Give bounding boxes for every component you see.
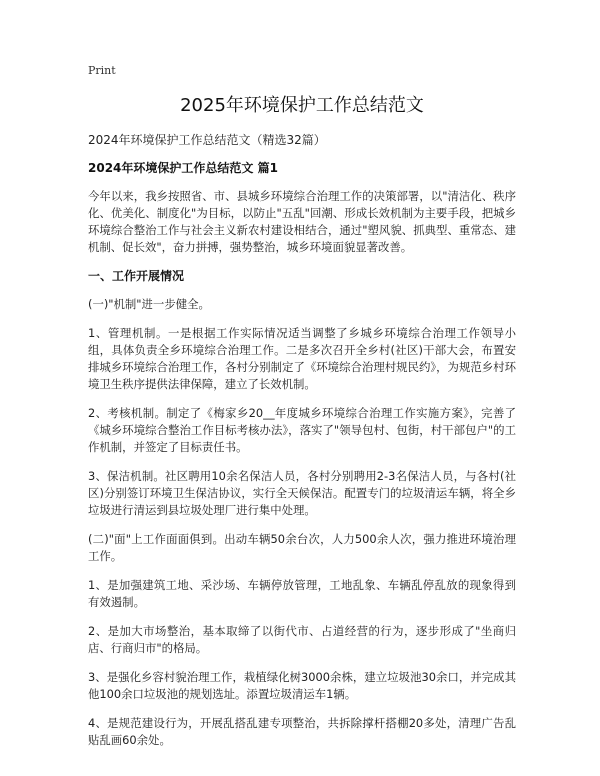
list-item: 4、是规范建设行为，开展乱搭乱建专项整治，共拆除撑杆搭棚20多处，清理广告乱贴乱画60余处。 bbox=[88, 716, 516, 747]
print-link[interactable]: Print bbox=[88, 64, 116, 77]
list-item: 2、是加大市场整治，基本取缔了以街代市、占道经营的行为，逐步形成了"坐商归店、行商归市"的格局。 bbox=[88, 624, 516, 655]
page-title: 2025年环境保护工作总结范文 bbox=[180, 95, 424, 116]
heading-work-situation: 一、工作开展情况 bbox=[88, 269, 185, 283]
list-item: 2、考核机制。制定了《梅家乡20__年度城乡环境综合治理工作实施方案》，完善了《城乡环境综合整治工作目标考核办法》，落实了"领导包村、包街，村干部包户"的工作机制，并签定了目标责任书。 bbox=[88, 406, 516, 454]
list-item: 3、保洁机制。社区聘用10余名保洁人员，各村分别聘用2-3名保洁人员，与各村(社区)分别签订环境卫生保洁协议，实行全天候保洁。配置专门的垃圾清运车辆，将全乡垃圾进行清运到县垃圾处理厂进行集中处理。 bbox=[88, 469, 516, 517]
subheading-surface-work: (二)"面"上工作面面俱到。出动车辆50余台次，人力500余人次，强力推进环境治理工作。 bbox=[88, 532, 516, 563]
subheading-mechanism: (一)"机制"进一步健全。 bbox=[88, 297, 210, 311]
document-page bbox=[88, 64, 516, 761]
document-subtitle: 2024年环境保护工作总结范文（精选32篇） bbox=[88, 133, 326, 147]
list-item: 1、管理机制。一是根据工作实际情况适当调整了乡城乡环境综合治理工作领导小组，具体负责全乡环境综合治理工作。二是多次召开全乡村(社区)干部大会，布置安排城乡环境综合治理工作，各村分别制定了《环境综合治理村规民约》，为规范乡村环境卫生秩序提供法律保障，建立了长效机制。 bbox=[88, 326, 516, 391]
intro-paragraph: 今年以来，我乡按照省、市、县城乡环境综合治理工作的决策部署，以"清洁化、秩序化、优美化、制度化"为目标，以防止"五乱"回潮、形成长效机制为主要手段，把城乡环境综合整治工作与社会主义新农村建设相结合，通过"塑风貌、抓典型、重常态、建机制、促长效"，奋力拼搏，强势整治，城乡环境面貌显著改善。 bbox=[88, 189, 516, 254]
list-item: 1、是加强建筑工地、采沙场、车辆停放管理，工地乱象、车辆乱停乱放的现象得到有效遏制。 bbox=[88, 578, 516, 609]
section-title: 2024年环境保护工作总结范文 篇1 bbox=[88, 161, 278, 175]
list-item: 3、是强化乡容村貌治理工作，栽植绿化树3000余株，建立垃圾池30余口，并完成其他100余口垃圾池的规划选址。添置垃圾清运车1辆。 bbox=[88, 670, 516, 701]
